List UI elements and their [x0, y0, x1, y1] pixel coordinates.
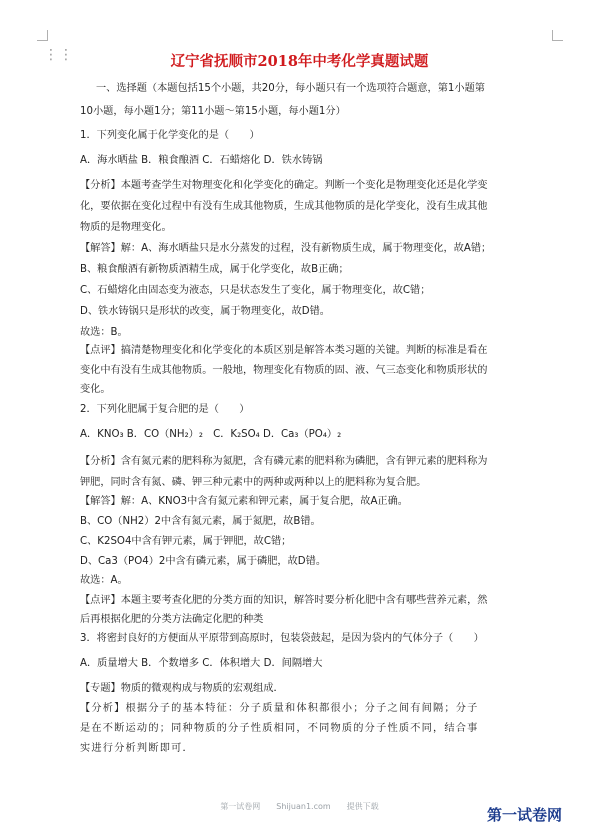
- text-line: 一、选择题（本题包括15个小题，共20分，每小题只有一个选项符合题意，第1小题第: [96, 83, 485, 94]
- text-line: D、Ca3（PO4）2中含有磷元素，属于磷肥，故D错。: [80, 556, 327, 567]
- text-line: 【分析】根据分子的基本特征：分子质量和体积都很小；分子之间有间隔；分子: [80, 703, 479, 714]
- text-line: 【解答】解：A、KNO3中含有氮元素和钾元素，属于复合肥，故A正确。: [80, 496, 408, 507]
- site-logo: 第一试卷网: [487, 806, 563, 824]
- text-line: 【专题】物质的微观构成与物质的宏观组成．: [80, 683, 284, 694]
- text-line: 物质的是物理变化。: [80, 222, 172, 233]
- page-corner-mark-top-right: [552, 30, 563, 41]
- text-line: 故选：A。: [80, 575, 128, 586]
- text-line: A．质量增大 B．个数增多 C．体积增大 D．间隔增大: [80, 658, 323, 669]
- text-line: 故选：B。: [80, 327, 128, 338]
- page-corner-mark-top-left: [37, 30, 48, 41]
- text-line: 实进行分析判断即可．: [80, 743, 194, 754]
- text-line: 【点评】搞清楚物理变化和化学变化的本质区别是解答本类习题的关键。判断的标准是看在: [80, 345, 488, 356]
- text-line: 是在不断运动的；同种物质的分子性质相同，不同物质的分子性质不同，结合事: [80, 723, 479, 734]
- text-line: 变化。: [80, 384, 111, 395]
- text-line: 钾肥，同时含有氮、磷、钾三种元素中的两种或两种以上的肥料称为复合肥。: [80, 477, 427, 488]
- page-footer: 第一试卷网 Shijuan1.com 提供下载: [220, 802, 379, 811]
- text-line: 【分析】本题考查学生对物理变化和化学变化的确定。判断一个变化是物理变化还是化学变: [80, 180, 488, 191]
- text-line: 变化中有没有生成其他物质。一般地，物理变化有物质的固、液、气三态变化和物质形状的: [80, 365, 488, 376]
- text-line: 【解答】解：A、海水晒盐只是水分蒸发的过程，没有新物质生成，属于物理变化，故A错；: [80, 243, 492, 254]
- text-line: B、粮食酿酒有新物质酒精生成，属于化学变化，故B正确；: [80, 264, 349, 275]
- text-line: 2．下列化肥属于复合肥的是（ ）: [80, 404, 250, 415]
- drag-handle-icon[interactable]: ⋮⋮: [44, 47, 74, 63]
- text-line: 10小题，每小题1分；第11小题～第15小题，每小题1分）: [80, 106, 346, 117]
- text-line: 【点评】本题主要考查化肥的分类方面的知识，解答时要分析化肥中含有哪些营养元素，然: [80, 595, 488, 606]
- text-line: 【分析】含有氮元素的肥料称为氮肥，含有磷元素的肥料称为磷肥，含有钾元素的肥料称为: [80, 456, 488, 467]
- text-line: C、石蜡熔化由固态变为液态，只是状态发生了变化，属于物理变化，故C错；: [80, 285, 431, 296]
- text-line: 化，要依据在变化过程中有没有生成其他物质，生成其他物质的是化学变化，没有生成其他: [80, 201, 488, 212]
- text-line: A．海水晒盐 B．粮食酿酒 C．石蜡熔化 D．铁水铸锅: [80, 155, 323, 166]
- text-line: A．KNO₃ B．CO（NH₂）₂ C．K₂SO₄ D．Ca₃（PO₄）₂: [80, 429, 342, 440]
- text-line: 3．将密封良好的方便面从平原带到高原时，包装袋鼓起，是因为袋内的气体分子（ ）: [80, 633, 484, 644]
- text-line: C、K2SO4中含有钾元素，属于钾肥，故C错；: [80, 536, 292, 547]
- text-line: 1．下列变化属于化学变化的是（ ）: [80, 130, 260, 141]
- text-line: D、铁水铸锅只是形状的改变，属于物理变化，故D错。: [80, 306, 330, 317]
- document-title: 辽宁省抚顺市2018年中考化学真题试题: [170, 53, 429, 70]
- text-line: 后再根据化肥的分类方法确定化肥的种类: [80, 614, 264, 625]
- text-line: B、CO（NH2）2中含有氮元素，属于氮肥，故B错。: [80, 516, 321, 527]
